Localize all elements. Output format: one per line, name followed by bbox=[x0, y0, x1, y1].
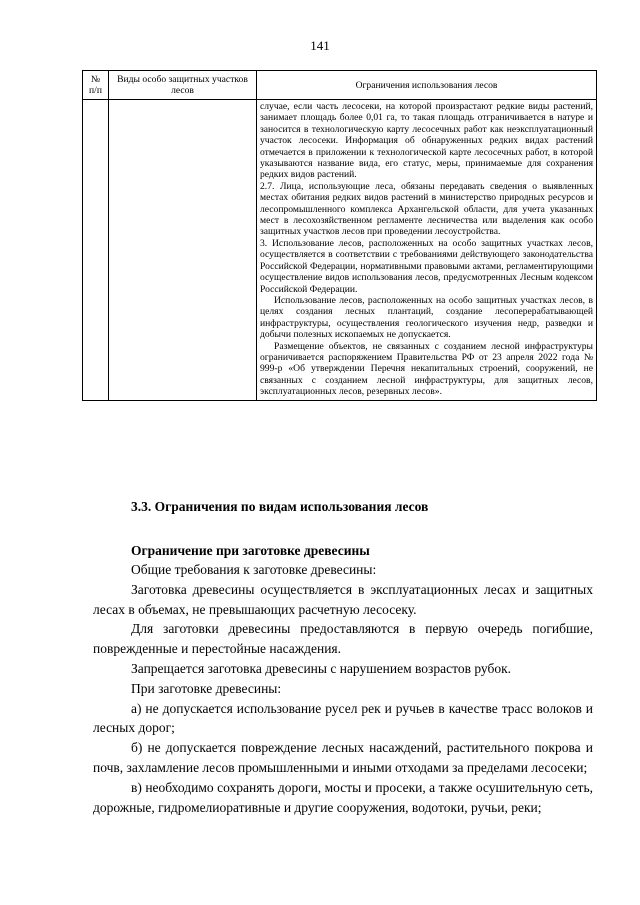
page-number: 141 bbox=[310, 38, 330, 53]
header-restrictions: Ограничения использования лесов bbox=[257, 71, 597, 100]
table-row bbox=[83, 100, 597, 401]
restriction-paragraph: случае, если часть лесосеки, на которой произрастают редкие виды растений, занимает площадь более 0,01 га, то такая площадь отграничивается в натуре и заносится в технологическую карту лесосечных работ как неэксплуатационный участок лесосеки. Информация об обнаруженных редких видах растений отмечается в приложении к технологической карте лесосечных работ, в которой указываются название вида, его статус, меры, принимаемые для сохранения редких видов растений. bbox=[260, 101, 593, 181]
restrictions-table bbox=[82, 70, 597, 401]
header-area-type: Виды особо защитных участков лесов bbox=[109, 71, 257, 100]
cell-number bbox=[83, 100, 109, 401]
body-paragraph: Общие требования к заготовке древесины: bbox=[131, 562, 377, 577]
body-paragraph: Запрещается заготовка древесины с нарушением возрастов рубок. bbox=[131, 660, 512, 676]
restriction-paragraph: Размещение объектов, не связанных с созданием лесной инфраструктуры ограничивается распоряжением Правительства РФ от 23 апреля 2022 года № 999-р «Об утверждении Перечня некапитальных строений, сооружений, не связанных с созданием лесной инфраструктуры, для защитных лесов, эксплуатационных лесов, резервных лесов». bbox=[260, 340, 593, 398]
body-paragraph: При заготовке древесины: bbox=[131, 680, 282, 696]
restriction-paragraph: Использование лесов, расположенных на особо защитных участках лесов, в целях создания лесных плантаций, создание лесоперерабатывающей инфраструктуры, осуществления геологического изучения недр, разведки и добычи полезных ископаемых не допускается. bbox=[260, 294, 593, 341]
list-item: а) не допускается использование русел рек и ручьев в качестве трасс волоков и лесных дорог; bbox=[93, 700, 593, 736]
body-paragraph: Заготовка древесины осуществляется в эксплуатационных лесах и защитных лесах в объемах, не превышающих расчетную лесосеку. bbox=[93, 581, 593, 617]
restriction-paragraph: 3. Использование лесов, расположенных на особо защитных участках лесов, осуществляется в соответствии с требованиями действующего законодательства Российской Федерации, нормативными правовыми актами, регламентирующими осуществление видов использования лесов, предусмотренных Лесным кодексом Российской Федерации. bbox=[260, 237, 593, 295]
header-number: № п/п bbox=[83, 71, 109, 100]
restriction-paragraph: 2.7. Лица, использующие леса, обязаны передавать сведения о выявленных местах обитания редких видов растений в министерство природных ресурсов и лесопромышленного комплекса Архангельской области, для учета указанных мест в лесохозяйственном регламенте лесничества или выделения как особо защитных участков лесов при проведении лесоустройства. bbox=[260, 180, 593, 238]
body-paragraph: Для заготовки древесины предоставляются в первую очередь погибшие, поврежденные и перестойные насаждения. bbox=[93, 621, 593, 657]
cell-area-type bbox=[109, 100, 257, 401]
subsection-title: Ограничение при заготовке древесины bbox=[131, 543, 370, 558]
body-text bbox=[93, 560, 593, 817]
section-title: 3.3. Ограничения по видам использования лесов bbox=[131, 499, 429, 514]
cell-restrictions bbox=[257, 100, 597, 401]
table-header-row bbox=[83, 71, 597, 100]
list-item: б) не допускается повреждение лесных насаждений, растительного покрова и почв, захламление лесов промышленными и иными отходами за пределами лесосеки; bbox=[93, 740, 593, 775]
list-item: в) необходимо сохранять дороги, мосты и просеки, а также осушительную сеть, дорожные, гидромелиоративные и другие сооружения, водотоки, ручьи, реки; bbox=[93, 779, 593, 815]
